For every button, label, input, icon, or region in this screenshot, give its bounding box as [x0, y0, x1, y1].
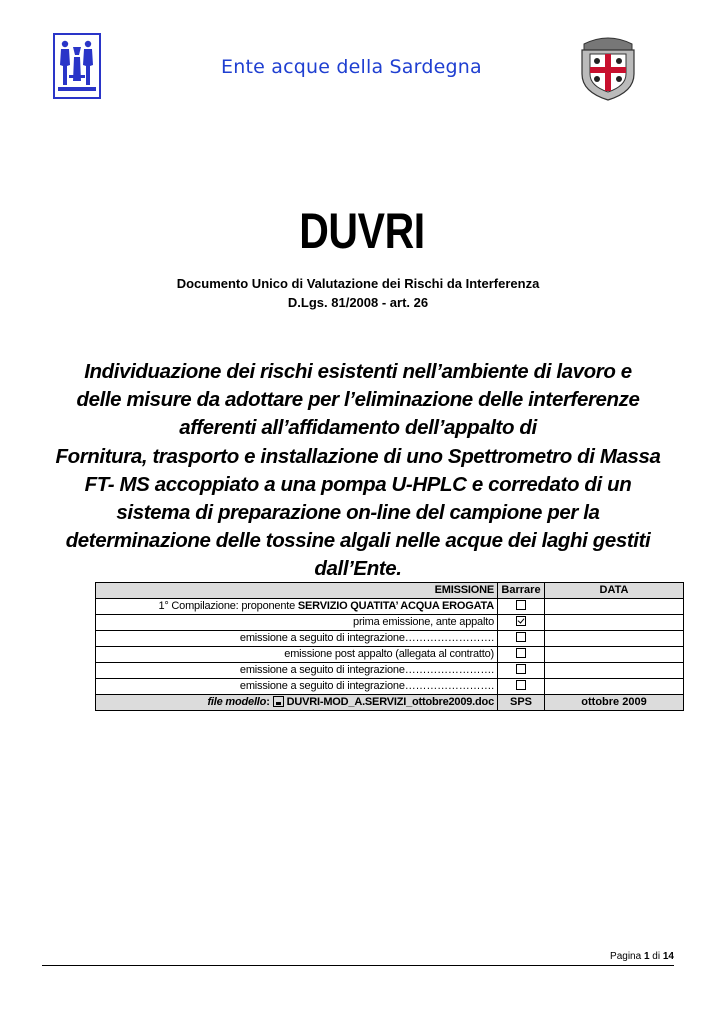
checkbox-checked-icon[interactable]: [516, 616, 526, 626]
floppy-disk-icon: [273, 696, 284, 707]
file-model-name[interactable]: DUVRI-MOD_A.SERVIZI_ottobre2009.doc: [286, 696, 494, 708]
coat-of-arms-icon: [574, 30, 642, 102]
checkbox-cell[interactable]: [498, 679, 545, 695]
file-model-colon: :: [266, 696, 270, 708]
checkbox-cell[interactable]: [498, 615, 545, 631]
model-date: ottobre 2009: [545, 695, 684, 711]
table-row: [96, 615, 684, 631]
row-label: emissione post appalto (allegata al contratto): [96, 647, 498, 663]
page-label: Pagina: [610, 951, 642, 962]
document-title: DUVRI: [299, 203, 425, 259]
date-cell: [545, 631, 684, 647]
date-cell: [545, 663, 684, 679]
row-label: prima emissione, ante appalto: [96, 615, 498, 631]
file-model-label: file modello: [207, 696, 267, 708]
subtitle-line: D.Lgs. 81/2008 - art. 26: [287, 295, 429, 310]
checkbox-empty-icon[interactable]: [516, 600, 526, 610]
row-label: emissione a seguito di integrazione…………………….: [96, 631, 498, 647]
checkbox-empty-icon[interactable]: [516, 664, 526, 674]
checkbox-empty-icon[interactable]: [516, 632, 526, 642]
date-cell: [545, 599, 684, 615]
row-label: emissione a seguito di integrazione…………………….: [96, 679, 498, 695]
date-cell: [545, 679, 684, 695]
first-compilation-cell: [96, 599, 498, 615]
heading-line: Individuazione dei rischi esistenti nell’ambiente di lavoro e: [84, 360, 632, 383]
brand-name: Ente acque della Sardegna: [221, 56, 482, 78]
date-cell: [545, 647, 684, 663]
table-row: [96, 631, 684, 647]
row-label: emissione a seguito di integrazione…………………….: [96, 663, 498, 679]
page-of: di: [652, 951, 661, 962]
heading-line: Fornitura, trasporto e installazione di uno Spettrometro di Massa: [55, 444, 661, 468]
table-row: [96, 679, 684, 695]
checkbox-cell[interactable]: [498, 663, 545, 679]
table-footer-row: [96, 695, 684, 711]
heading-line: determinazione delle tossine algali nelle acque dei laghi gestiti: [65, 529, 651, 553]
emission-table: [95, 582, 684, 711]
subtitle-line: Documento Unico di Valutazione dei Rischi da Interferenza: [176, 276, 540, 291]
current-page: 1: [643, 951, 650, 962]
first-compilation-prefix: 1° Compilazione: proponente: [158, 600, 298, 612]
total-pages: 14: [662, 951, 674, 962]
header-data: DATA: [545, 583, 684, 599]
left-logo: [53, 33, 101, 99]
table-row: [96, 599, 684, 615]
checkbox-cell[interactable]: [498, 631, 545, 647]
heading-line: afferenti all’affidamento dell’appalto di: [179, 416, 537, 440]
checkbox-empty-icon[interactable]: [516, 680, 526, 690]
checkbox-cell[interactable]: [498, 599, 545, 615]
heading-line: dall’Ente.: [314, 557, 402, 581]
heading-line: delle misure da adottare per l’eliminazione delle interferenze: [76, 388, 640, 412]
checkbox-empty-icon[interactable]: [516, 648, 526, 658]
heading-line: sistema di preparazione on-line del campione per la: [116, 501, 600, 525]
table-header-row: [96, 583, 684, 599]
table-row: [96, 647, 684, 663]
footer-divider: [42, 965, 674, 966]
date-cell: [545, 615, 684, 631]
header-barrare: Barrare: [498, 583, 545, 599]
heading-line: FT- MS accoppiato a una pompa U-HPLC e corredato di un: [84, 472, 632, 496]
proposer-name: SERVIZIO QUATITA’ ACQUA EROGATA: [297, 600, 494, 612]
sardinia-coat-of-arms: [574, 30, 642, 102]
file-model-cell: [96, 695, 498, 711]
page-number: [610, 951, 674, 962]
checkbox-cell[interactable]: [498, 647, 545, 663]
document-heading: [0, 358, 716, 584]
figures-emblem-icon: [55, 35, 99, 97]
barrare-sps: SPS: [498, 695, 545, 711]
header-emissione: EMISSIONE: [96, 583, 498, 599]
table-row: [96, 663, 684, 679]
